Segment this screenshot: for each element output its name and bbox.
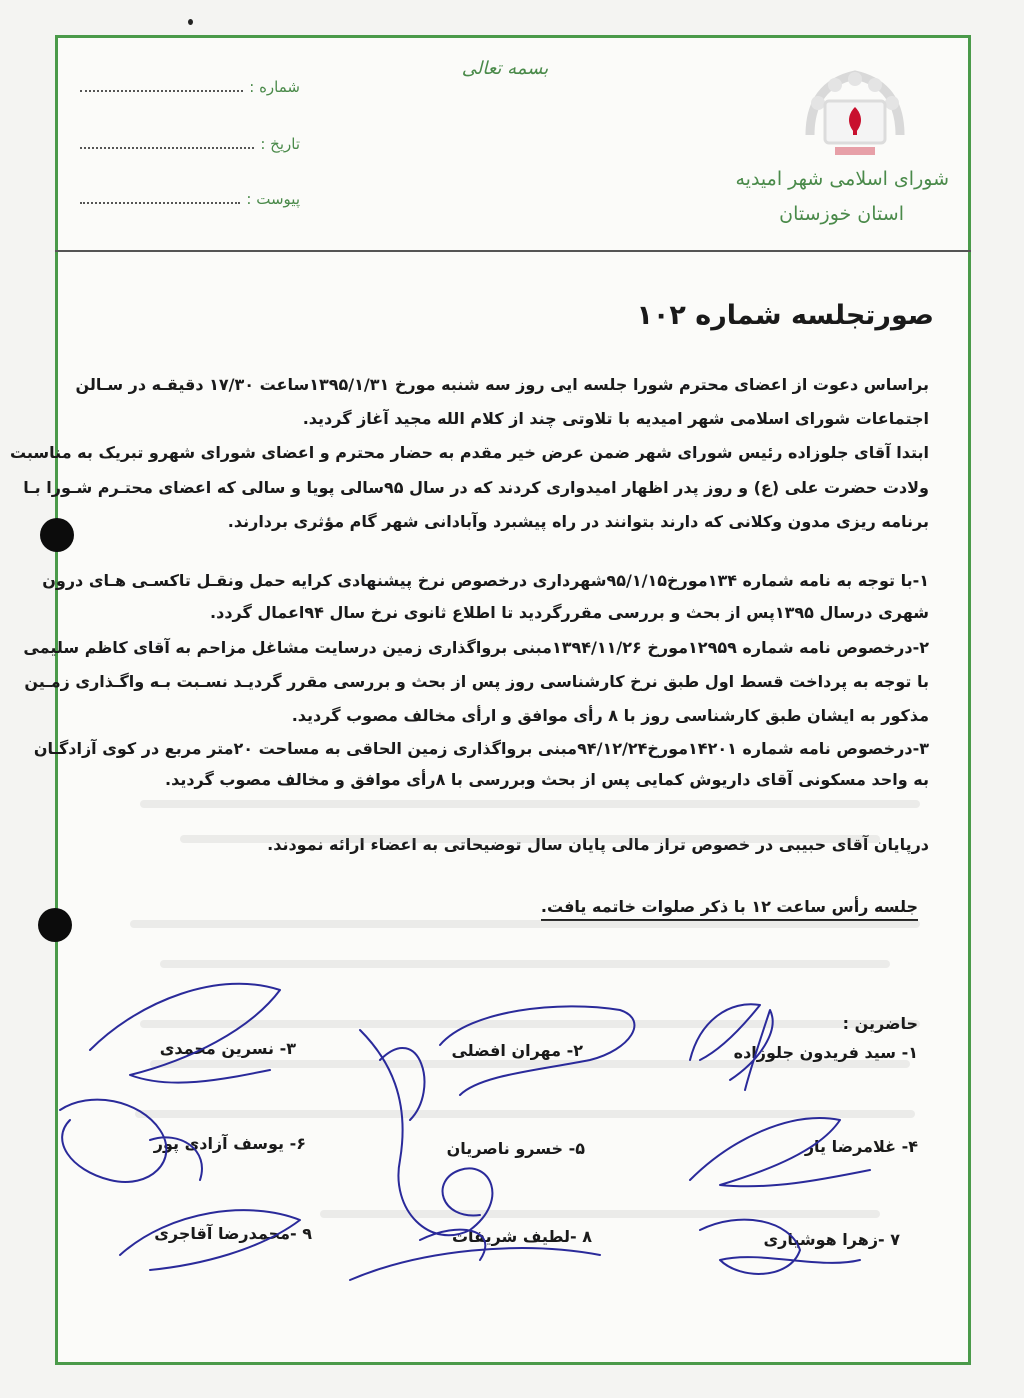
intro-line: براساس دعوت از اعضای محترم شورا جلسه ایی روز سه شنبه مورخ ۱۳۹۵/۱/۳۱ساعت ۱۷/۳۰ دقیقـه در سـالن — [75, 375, 929, 394]
item-line: با توجه به پرداخت قسط اول طبق نرخ کارشناسی روز پس از بحث و بررسی مقرر گردیـد نسـبت بـه واگـذاری زمـین — [24, 672, 929, 691]
attendee-name: ۸ -لطیف شریفات — [451, 1227, 592, 1246]
attendee-name: ۴- غلامرضا یار — [804, 1137, 918, 1156]
intro-line: ابتدا آقای جلوزاده رئیس شورای شهر ضمن عرض خیر مقدم به حضار محترم و اعضای شورای شهرو تبریک به مناسبت — [9, 443, 929, 462]
province-name: استان خوزستان — [779, 203, 904, 225]
intro-line: اجتماعات شورای اسلامی شهر امیدیه با تلاوتی چند از کلام الله مجید آغاز گردید. — [302, 409, 929, 428]
attendees-label: حاضرین : — [842, 1014, 918, 1033]
document-title: صورتجلسه شماره ۱۰۲ — [636, 300, 934, 331]
iran-emblem-logo — [800, 65, 910, 165]
attachment-field — [80, 190, 300, 208]
number-field — [80, 78, 300, 96]
attendee-name: ۱- سید فریدون جلوزاده — [733, 1043, 918, 1062]
intro-line: برنامه ریزی مدون وکلانی که دارند بتوانند در راه پیشبرد وآبادانی شهر گام مؤثری بردارند. — [227, 512, 929, 531]
number-dotted-line — [80, 90, 243, 92]
ink-dot — [188, 19, 193, 25]
item-line: به واحد مسکونی آقای داریوش کمایی پس از بحث وبررسی با ۸رأی موافق و مخالف مصوب گردید. — [165, 770, 929, 789]
attendee-name: ۳- نسرین محمدی — [159, 1039, 296, 1058]
attendee-name: ۲- مهران افضلی — [451, 1041, 583, 1060]
attendee-name: ۹ -محمدرضا آقاجری — [154, 1224, 312, 1243]
punch-hole-top — [40, 518, 74, 552]
attachment-label: پیوست : — [246, 190, 300, 208]
item-line: ۱-با توجه به نامه شماره ۱۳۴مورخ۹۵/۱/۱۵شهرداری درخصوص نرخ پیشنهادی کرایه حمل ونقـل تاکسـی هـای درون — [42, 571, 929, 590]
attachment-dotted-line — [80, 202, 240, 204]
intro-line: ولادت حضرت علی (ع) و روز پدر اظهار امیدواری کردند که در سال ۹۵سالی پویا و سالی که اعضای محتـرم شـورا بـا — [23, 478, 929, 497]
item-line: شهری درسال ۱۳۹۵پس از بحث و بررسی مقررگردید تا اطلاع ثانوی نرخ سال ۹۴اعمال گردد. — [210, 603, 929, 622]
document-frame — [9, 35, 971, 1365]
council-name: شورای اسلامی شهر امیدیه — [735, 168, 949, 190]
basmala: بسمه تعالی — [461, 58, 549, 79]
date-dotted-line — [80, 147, 254, 149]
attendee-name: ۶- یوسف آزادی پور — [153, 1134, 306, 1153]
final-line: درپایان آقای حبیبی در خصوص تراز مالی پایان سال توضیحاتی به اعضاء ارائه نمودند. — [267, 835, 929, 854]
item-line: ۳-درخصوص نامه شماره ۱۴۲۰۱مورخ۹۴/۱۲/۲۴مبنی برواگذاری زمین الحاقی به مساحت ۲۰متر مربع در کوی آزادگـان — [33, 739, 929, 758]
date-label: تاریخ : — [260, 135, 300, 153]
date-field — [80, 135, 300, 153]
punch-hole-bottom — [38, 908, 72, 942]
item-line: ۲-درخصوص نامه شماره ۱۲۹۵۹مورخ ۱۳۹۴/۱۱/۲۶مبنی برواگذاری زمین درسایت مشاغل مزاحم به آقای کاظم سلیمی — [23, 638, 929, 657]
header-divider — [55, 250, 971, 252]
closing-line: جلسه رأس ساعت ۱۲ با ذکر صلوات خاتمه یافت. — [541, 897, 918, 921]
item-line: مذکور به ایشان طبق کارشناسی روز با ۸ رأی موافق و ارأی مخالف مصوب گردید. — [291, 706, 929, 725]
attendee-name: ۵- خسرو ناصریان — [446, 1139, 585, 1158]
attendee-name: ۷ -زهرا هوشیاری — [763, 1230, 900, 1249]
number-label: شماره : — [249, 78, 300, 96]
